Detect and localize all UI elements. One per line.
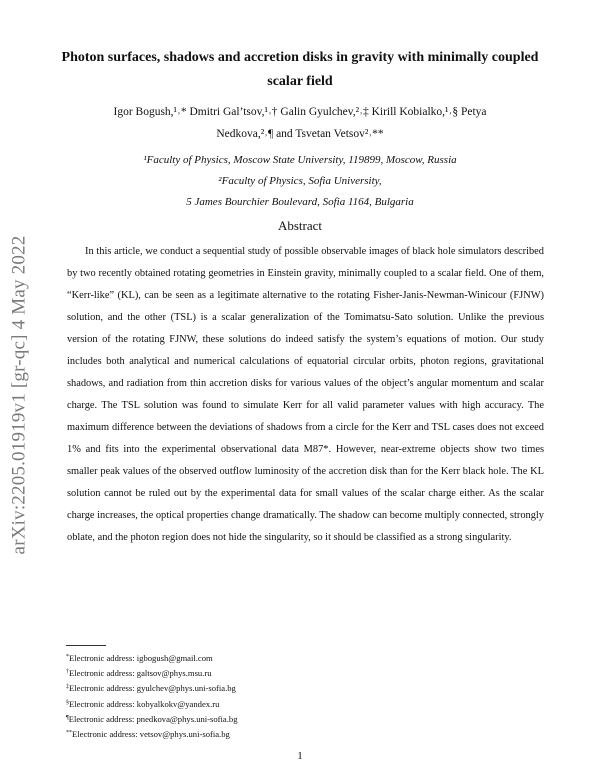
footnote-text: Electronic address: pnedkova@phys.uni-sofia.bg — [68, 713, 238, 724]
abstract-body: In this article, we conduct a sequential study of possible observable images of black hole simulators described by two recently obtained rotating geometries in Einstein gravity, minimally coupled to a scalar field. One of them, “Kerr-like” (KL), can be seen as a legitimate alternative to the rotating Fisher-Janis-Newman-Winicour (FJNW) solution, and the other (TSL) is a scalar generalization of the Tomimatsu-Sato solution. Unlike the previous version of the rotating FJNW, these solutions do indeed satisfy the system’s equations of motion. Our study includes both analytical and numerical calculations of equatorial circular orbits, photon regions, gravitational shadows, and radiation from thin accretion disks for various values of the object’s angular momentum and scalar charge. The TSL solution was found to simulate Kerr for all valid parameter values with high accuracy. The maximum difference between the deviations of shadows from a circle for the Kerr and TSL cases does not exceed 1% and fits into the experimental observational data M87*. However, near-extreme objects show two times smaller peak values of the observed outflow luminosity of the accretion disk than for the Kerr black hole. The KL solution cannot be ruled out by the experimental data for small values of the scalar charge either. As the scalar charge increases, the optical properties change dramatically. The shadow can become multiply connected, strongly oblate, and the photon region does not hide the singularity, so it should be classified as a strong singularity. — [67, 246, 544, 543]
footnote-mark: † — [66, 669, 69, 676]
footnote-mark: ¶ — [66, 714, 69, 721]
arxiv-stamp — [4, 210, 34, 580]
footnote-rule — [66, 645, 106, 646]
footnote — [66, 650, 546, 665]
footnotes — [66, 650, 546, 741]
affiliation-2: ²Faculty of Physics, Sofia University, — [218, 175, 382, 187]
footnote — [66, 711, 546, 726]
affiliations — [60, 150, 540, 213]
footnote-text: Electronic address: kobyalkokv@yandex.ru — [69, 698, 220, 709]
affiliation-2-address: 5 James Bourchier Boulevard, Sofia 1164, Bulgaria — [186, 196, 414, 208]
footnote-text: Electronic address: igbogush@gmail.com — [69, 653, 213, 663]
footnote — [66, 696, 546, 711]
page-number: 1 — [297, 750, 303, 762]
paper-title: Photon surfaces, shadows and accretion disks in gravity with minimally coupled scalar field — [61, 50, 539, 89]
footnote-mark: § — [66, 699, 69, 706]
footnote-mark: ‡ — [66, 684, 69, 691]
author-list: Igor Bogush,¹˒* Dmitri Gal’tsov,¹˒† Galin Gyulchev,²˒‡ Kirill Kobialko,¹˒§ Petya Nedkova,²˒¶ and Tsvetan Vetsov²˒** — [113, 106, 487, 140]
footnote — [66, 726, 546, 741]
footnote-text: Electronic address: galtsov@phys.msu.ru — [69, 668, 212, 679]
affiliation-1: ¹Faculty of Physics, Moscow State University, 119899, Moscow, Russia — [143, 154, 457, 166]
footnote-mark: ** — [66, 730, 72, 737]
footnote-text: Electronic address: gyulchev@phys.uni-sofia.bg — [69, 683, 236, 694]
abstract-heading: Abstract — [277, 218, 323, 233]
footnote-mark: * — [66, 654, 69, 660]
footnote — [66, 680, 546, 695]
arxiv-id: arXiv:2205.01919v1 [gr-qc] 4 May 2022 — [8, 235, 30, 555]
footnote — [66, 665, 546, 680]
footnote-text: Electronic address: vetsov@phys.uni-sofia.bg — [72, 729, 230, 740]
